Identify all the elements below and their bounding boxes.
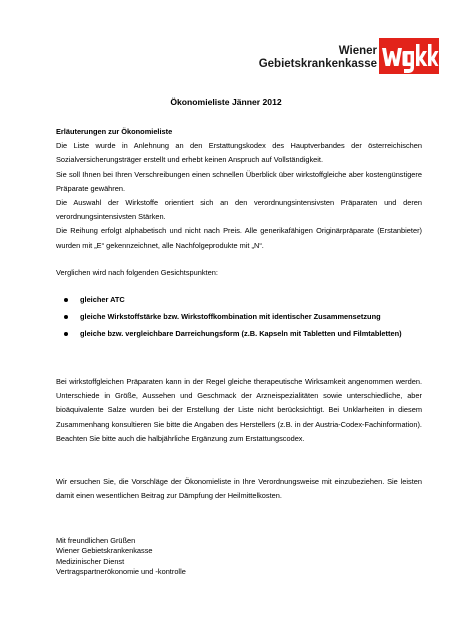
list-item	[56, 327, 422, 341]
compare-intro: Verglichen wird nach folgenden Gesichtspunkten:	[56, 268, 218, 277]
logo-line-2: Gebietskrankenkasse	[258, 58, 377, 70]
closing-department: Medizinischer Dienst	[56, 556, 125, 566]
logo-wordmark	[249, 45, 377, 71]
criterion-text: gleiche bzw. vergleichbare Darreichungsform (z.B. Kapseln mit Tabletten und Filmtabletten)	[80, 329, 402, 339]
closing-greeting: Mit freundlichen Grüßen	[56, 536, 136, 545]
intro-heading: Erläuterungen zur Ökonomieliste	[56, 127, 173, 136]
closing-signature	[56, 536, 356, 578]
closing-organization: Wiener Gebietskrankenkasse	[56, 546, 153, 556]
criterion-text: gleiche Wirkstoffstärke bzw. Wirkstoffkombination mit identischer Zusammensetzung	[80, 312, 381, 322]
body-paragraph: Bei wirkstoffgleichen Präparaten kann in der Regel gleiche therapeutische Wirksamkeit angenommen werden. Unterschiede in Größe, Aussehen und Geschmack der Arzneispezialitäten sowie unterschiedliche, aber bioäquivalente Salze wurden bei der Erstellung der Liste nicht berücksichtigt. Bei Unklarheiten in diesem Zusammenhang konsultieren Sie bitte die Angaben des Herstellers (z.B. in der Austria-Codex-Fachinformation). Beachten Sie bitte auch die halbjährliche Ergänzung zum Erstattungscodex.	[56, 377, 422, 443]
document-title: Ökonomieliste Jänner 2012	[170, 97, 282, 107]
logo-line-1: Wiener	[338, 45, 377, 57]
criterion-text: gleicher ATC	[80, 295, 125, 304]
intro-paragraph-1: Die Liste wurde in Anlehnung an den Erstattungskodex des Hauptverbandes der österreichischen Sozialversicherungsträger erstellt und erhebt keinen Anspruch auf Vollständigkeit.	[56, 141, 422, 165]
list-item	[56, 293, 422, 307]
intro-paragraph-2: Sie soll Ihnen bei Ihren Verschreibungen einen schnellen Überblick über wirkstoffgleiche aber kostengünstigere Präparate gewähren.	[56, 169, 422, 193]
bullet-icon	[64, 298, 68, 302]
bullet-icon	[64, 315, 68, 319]
list-item	[56, 310, 422, 324]
request-paragraph: Wir ersuchen Sie, die Vorschläge der Ökonomieliste in Ihre Verordnungsweise mit einzubeziehen. Sie leisten damit einen wesentlichen Beitrag zur Dämpfung der Heilmittelkosten.	[56, 477, 422, 501]
closing-unit: Vertragspartnerökonomie und -kontrolle	[56, 567, 186, 577]
wgkk-logo-icon	[379, 38, 439, 74]
intro-section	[56, 125, 422, 253]
bullet-icon	[64, 332, 68, 336]
criteria-list	[56, 293, 422, 345]
intro-paragraph-3: Die Auswahl der Wirkstoffe orientiert sich an den verordnungsintensivsten Präparaten und deren verordnungsintensivsten Stärken.	[56, 198, 422, 222]
intro-paragraph-4: Die Reihung erfolgt alphabetisch und nicht nach Preis. Alle generikafähigen Originärpräparate (Erstanbieter) wurden mit „E“ gekennzeichnet, alle Nachfolgeprodukte mit „N“.	[56, 226, 422, 250]
